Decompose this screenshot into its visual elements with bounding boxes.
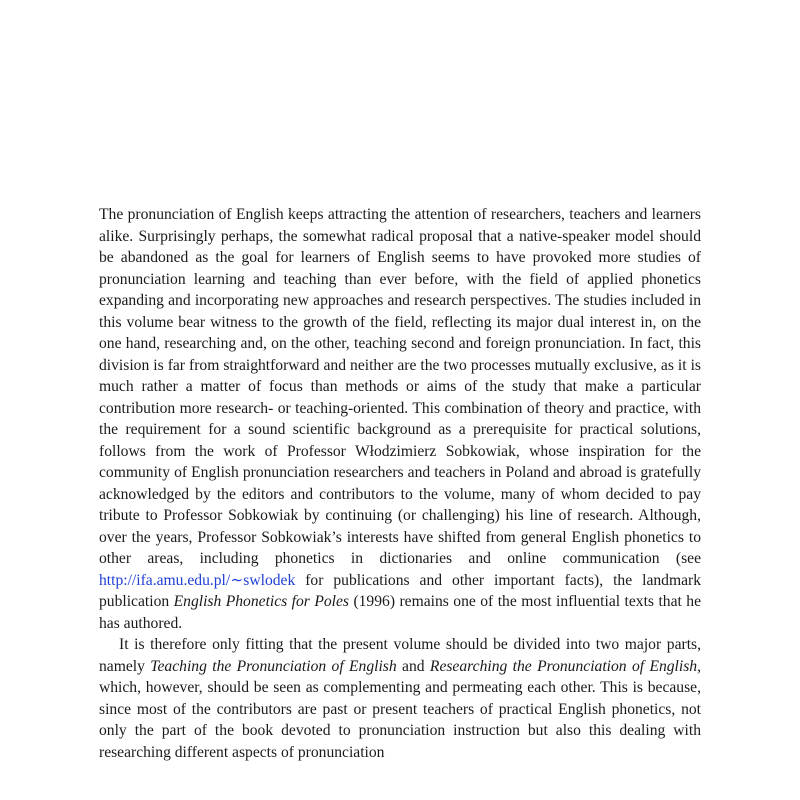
p1-text-2: for publications and other important facts), the landmark publication: [99, 571, 701, 610]
p2-text-1: It is therefore only fitting that the present volume should be divided into two major parts, namely: [99, 636, 701, 675]
part-title-teaching: Teaching the Pronunciation of English: [150, 657, 397, 675]
part-title-researching: Researching the Pronunciation of English: [429, 657, 698, 675]
p2-text-2: and: [396, 657, 430, 675]
paragraph-2: [99, 634, 701, 763]
body-text: [99, 204, 701, 763]
p1-text-1: The pronunciation of English keeps attracting the attention of researchers, teachers and learners alike. Surprisingly perhaps, the somewhat radical proposal that a native-speaker model should be abandoned as the goal for learners of English seems to have provoked more studies of pronunciation learning and teaching than ever before, with the field of applied phonetics expanding and incorporating new approaches and research perspectives. The studies included in this volume bear witness to the growth of the field, reflecting its major dual interest in, on the one hand, researching and, on the other, teaching second and foreign pronunciation. In fact, this division is far from straightforward and neither are the two processes mutually exclusive, as it is much rather a matter of focus than methods or aims of the study that make a particular contribution more research- or teaching-oriented. This combination of theory and practice, with the requirement for a sound scientific background as a prerequisite for practical solutions, follows from the work of Professor Włodzimierz Sobkowiak, whose inspiration for the community of English pronunciation researchers and teachers in Poland and abroad is gratefully acknowledged by the editors and contributors to the volume, many of whom decided to pay tribute to Professor Sobkowiak by continuing (or challenging) his line of research. Although, over the years, Professor Sobkowiak’s interests have shifted from general English phonetics to other areas, including phonetics in dictionaries and online communication (see: [99, 206, 701, 567]
p2-text-3: , which, however, should be seen as complementing and permeating each other. This is because, since most of the contributors are past or present teachers of practical English phonetics, not only the part of the book devoted to pronunciation instruction but also this dealing with researching different aspects of pronunciation: [99, 657, 701, 761]
p1-text-3: (1996) remains one of the most influential texts that he has authored.: [99, 593, 701, 632]
swlodek-homepage-link[interactable]: http://ifa.amu.edu.pl/∼swlodek: [99, 571, 296, 589]
paragraph-1: [99, 204, 701, 634]
book-title-english-phonetics-for-poles: English Phonetics for Poles: [173, 593, 349, 610]
